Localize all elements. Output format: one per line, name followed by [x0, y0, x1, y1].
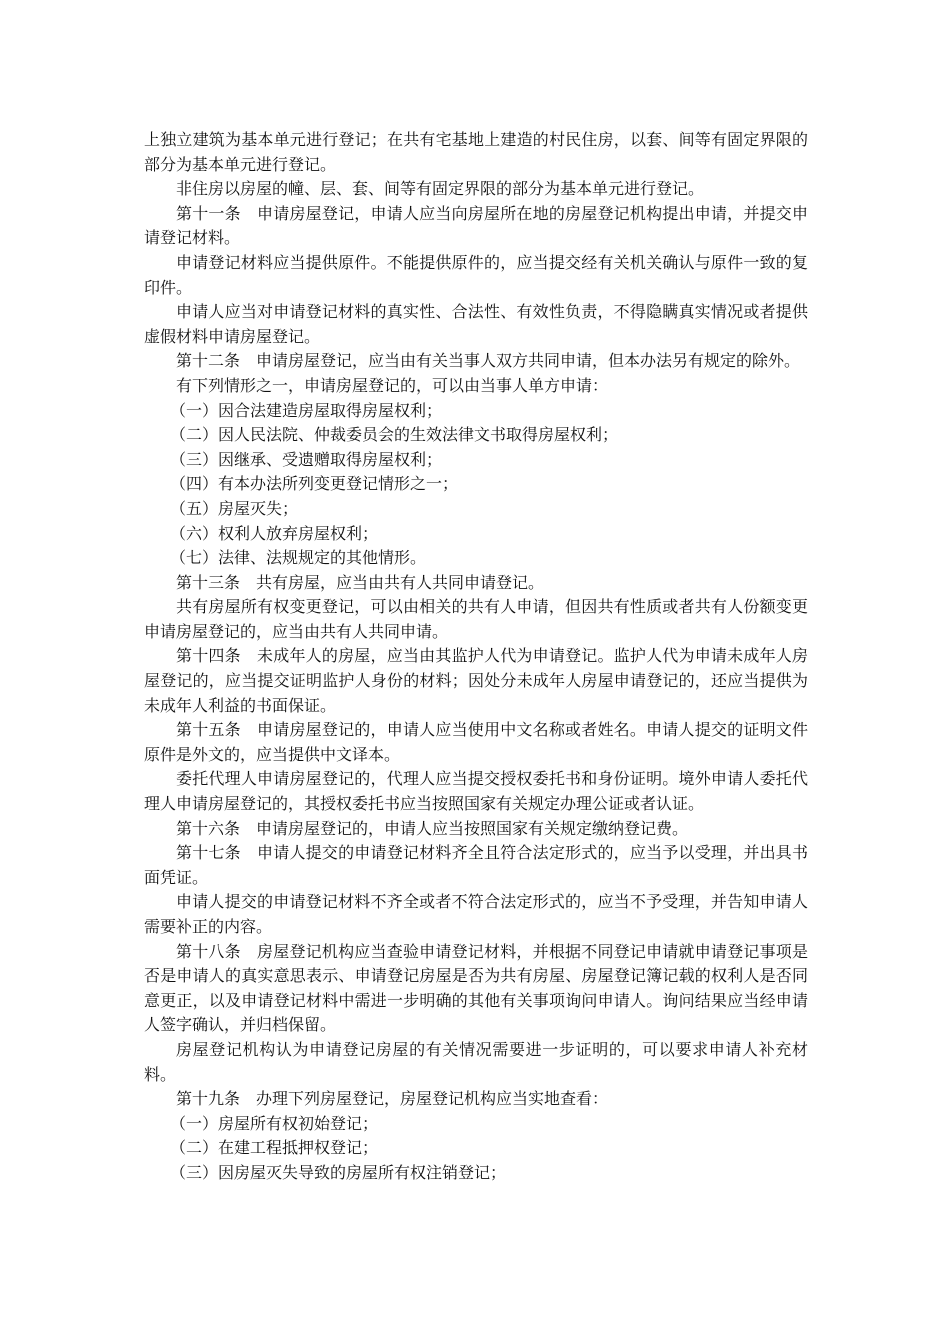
article-18: 第十八条 房屋登记机构应当查验申请登记材料，并根据不同登记申请就申请登记事项是否是申请人的真实意思表示、申请登记房屋是否为共有房屋、房屋登记簿记载的权利人是否同意更正，以及申请登记材料中需进一步明确的其他有关事项询问申请人。询问结果应当经申请人签字确认，并归档保留。: [144, 941, 808, 1035]
paragraph: 申请人提交的申请登记材料不齐全或者不符合法定形式的，应当不予受理，并告知申请人需要补正的内容。: [144, 892, 808, 936]
list-item: （二）在建工程抵押权登记；: [170, 1138, 379, 1158]
article-13: 第十三条 共有房屋，应当由共有人共同申请登记。: [176, 572, 545, 592]
paragraph: 共有房屋所有权变更登记，可以由相关的共有人申请，但因共有性质或者共有人份额变更申请房屋登记的，应当由共有人共同申请。: [144, 597, 808, 641]
list-item: （三）因继承、受遗赠取得房屋权利；: [170, 449, 443, 469]
paragraph: 房屋登记机构认为申请登记房屋的有关情况需要进一步证明的，可以要求申请人补充材料。: [144, 1039, 808, 1084]
article-15: 第十五条 申请房屋登记的，申请人应当使用中文名称或者姓名。申请人提交的证明文件原件是外文的，应当提供中文译本。: [144, 720, 808, 764]
article-17: 第十七条 申请人提交的申请登记材料齐全且符合法定形式的，应当予以受理，并出具书面凭证。: [144, 843, 808, 887]
article-14: 第十四条 未成年人的房屋，应当由其监护人代为申请登记。监护人代为申请未成年人房屋登记的，应当提交证明监护人身份的材料；因处分未成年人房屋申请登记的，还应当提供为未成年人利益的书面保证。: [144, 646, 808, 715]
article-11: 第十一条 申请房屋登记，申请人应当向房屋所在地的房屋登记机构提出申请，并提交申请登记材料。: [144, 203, 808, 248]
paragraph: 申请人应当对申请登记材料的真实性、合法性、有效性负责，不得隐瞒真实情况或者提供虚假材料申请房屋登记。: [144, 302, 808, 346]
list-item: （一）因合法建造房屋取得房屋权利；: [170, 400, 443, 420]
list-item: （六）权利人放弃房屋权利；: [170, 523, 379, 543]
article-19: 第十九条 办理下列房屋登记，房屋登记机构应当实地查看：: [176, 1089, 609, 1109]
list-item: （一）房屋所有权初始登记；: [170, 1113, 379, 1133]
paragraph: 申请登记材料应当提供原件。不能提供原件的，应当提交经有关机关确认与原件一致的复印件。: [144, 252, 808, 297]
list-item: （二）因人民法院、仲裁委员会的生效法律文书取得房屋权利；: [170, 425, 619, 445]
article-12: 第十二条 申请房屋登记，应当由有关当事人双方共同申请，但本办法另有规定的除外。: [176, 351, 801, 371]
list-item: （三）因房屋灭失导致的房屋所有权注销登记；: [170, 1162, 507, 1182]
paragraph: 非住房以房屋的幢、层、套、间等有固定界限的部分为基本单元进行登记。: [176, 179, 705, 199]
article-16: 第十六条 申请房屋登记的，申请人应当按照国家有关规定缴纳登记费。: [176, 818, 689, 838]
list-item: （四）有本办法所列变更登记情形之一；: [170, 474, 459, 494]
list-item: （七）法律、法规规定的其他情形。: [170, 548, 427, 568]
document-body: [144, 128, 808, 1186]
paragraph: 上独立建筑为基本单元进行登记；在共有宅基地上建造的村民住房，以套、间等有固定界限的部分为基本单元进行登记。: [144, 130, 808, 174]
list-item: （五）房屋灭失；: [170, 498, 299, 518]
paragraph: 委托代理人申请房屋登记的，代理人应当提交授权委托书和身份证明。境外申请人委托代理人申请房屋登记的，其授权委托书应当按照国家有关规定办理公证或者认证。: [144, 769, 808, 814]
paragraph: 有下列情形之一，申请房屋登记的，可以由当事人单方申请：: [176, 375, 609, 395]
